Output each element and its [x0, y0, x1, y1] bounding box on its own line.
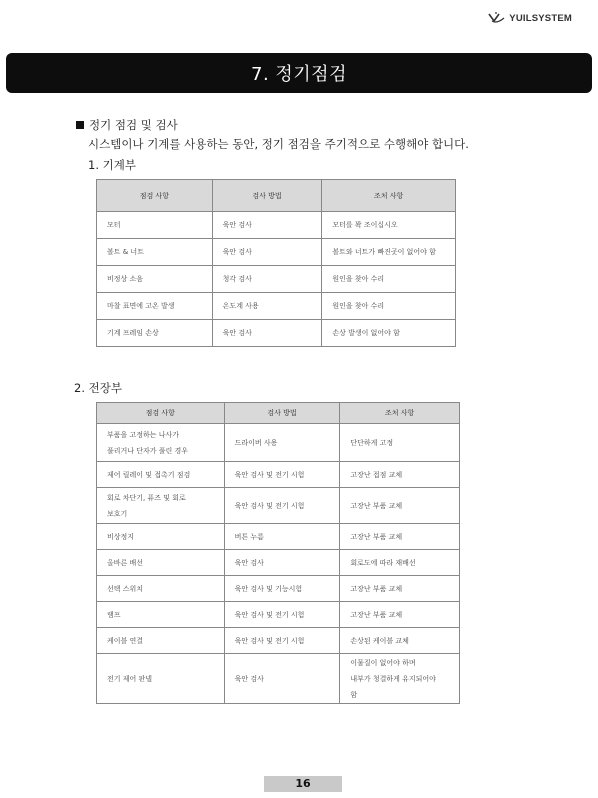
table-cell — [322, 212, 456, 239]
electrical-inspection-table — [96, 402, 460, 704]
table-cell — [224, 628, 340, 654]
table-cell — [224, 524, 340, 550]
chapter-title-bar — [6, 53, 592, 93]
cell-text: 내부가 청결하게 유지되어야 — [350, 674, 436, 683]
table-cell — [340, 488, 460, 524]
table-row — [97, 488, 460, 524]
cell-text: 육안 검사 — [234, 674, 264, 683]
table-cell — [340, 602, 460, 628]
mechanical-inspection-table — [96, 179, 456, 347]
chapter-title: 7. 정기점검 — [251, 64, 347, 85]
company-logo — [488, 12, 572, 24]
table-cell — [322, 320, 456, 347]
table-row — [97, 654, 460, 704]
table-cell — [97, 576, 225, 602]
table-row — [97, 576, 460, 602]
yuil-logo-icon — [488, 12, 506, 24]
cell-text: 기계 프레임 손상 — [107, 329, 159, 337]
cell-text: 드라이버 사용 — [234, 438, 278, 447]
cell-text: 육안 검사 및 전기 시험 — [234, 501, 305, 510]
table-cell — [212, 293, 322, 320]
table-cell — [97, 628, 225, 654]
cell-text: 버튼 누름 — [234, 532, 264, 541]
cell-text: 고장난 부품 교체 — [350, 610, 403, 619]
cell-text: 회로 차단기, 퓨즈 및 회로 — [107, 493, 186, 502]
table-row — [97, 293, 456, 320]
table-row — [97, 550, 460, 576]
cell-text: 보호기 — [107, 509, 128, 518]
cell-text: 육안 검사 및 기능시험 — [234, 584, 303, 593]
cell-text: 전기 제어 판넬 — [107, 674, 153, 683]
section-heading — [76, 117, 178, 133]
cell-text: 단단하게 고정 — [350, 438, 394, 447]
cell-text: 손상 발생이 없어야 함 — [332, 329, 400, 337]
table-row — [97, 628, 460, 654]
cell-text: 볼트와 너트가 빠진곳이 없어야 함 — [332, 248, 436, 256]
table-cell — [97, 524, 225, 550]
cell-text: 청각 검사 — [222, 275, 252, 283]
cell-text: 케이블 연결 — [107, 636, 144, 645]
table-cell — [97, 488, 225, 524]
table-row — [97, 239, 456, 266]
column-header: 조처 사항 — [340, 403, 460, 424]
table-cell — [340, 654, 460, 704]
table-cell — [224, 488, 340, 524]
table-cell — [224, 424, 340, 462]
table-row — [97, 266, 456, 293]
table-cell — [97, 212, 213, 239]
table-cell — [224, 602, 340, 628]
square-bullet-icon — [76, 121, 84, 129]
cell-text: 육안 검사 — [234, 558, 264, 567]
cell-text: 볼트 & 너트 — [107, 248, 144, 256]
cell-text: 육안 검사 — [222, 221, 252, 229]
table-cell — [340, 628, 460, 654]
cell-text: 육안 검사 및 전기 시험 — [234, 610, 305, 619]
table-cell — [224, 654, 340, 704]
table-header-row — [97, 180, 456, 212]
table-cell — [340, 550, 460, 576]
cell-text: 모터 — [107, 221, 121, 229]
cell-text: 원인을 찾아 수리 — [332, 275, 385, 283]
column-header: 검사 방법 — [212, 180, 322, 212]
cell-text: 고장난 부품 교체 — [350, 532, 403, 541]
cell-text: 고장난 부품 교체 — [350, 584, 403, 593]
cell-text: 비정상 소음 — [107, 275, 144, 283]
table-cell — [212, 266, 322, 293]
cell-text: 육안 검사 및 전기 시험 — [234, 470, 305, 479]
cell-text: 마찰 표면에 고온 발생 — [107, 302, 175, 310]
table-cell — [97, 239, 213, 266]
cell-text: 육안 검사 및 전기 시험 — [234, 636, 305, 645]
cell-text: 회로도에 따라 재배선 — [350, 558, 416, 567]
column-header: 검사 방법 — [224, 403, 340, 424]
table-cell — [224, 462, 340, 488]
table-cell — [212, 239, 322, 266]
cell-text: 고장난 부품 교체 — [350, 501, 403, 510]
table-cell — [97, 424, 225, 462]
table-row — [97, 212, 456, 239]
cell-text: 고장난 접점 교체 — [350, 470, 403, 479]
cell-text: 육안 검사 — [222, 248, 252, 256]
page-number: 16 — [264, 776, 342, 792]
cell-text: 손상된 케이블 교체 — [350, 636, 409, 645]
cell-text: 풀리거나 단자가 풀린 경우 — [107, 446, 189, 455]
cell-text: 부품을 고정하는 나사가 — [107, 430, 180, 439]
table-cell — [224, 576, 340, 602]
table-cell — [340, 462, 460, 488]
table-cell — [97, 550, 225, 576]
table-cell — [97, 462, 225, 488]
table-row — [97, 524, 460, 550]
table-cell — [97, 320, 213, 347]
table-cell — [340, 424, 460, 462]
electrical-heading: 2. 전장부 — [74, 381, 122, 395]
column-header: 조처 사항 — [322, 180, 456, 212]
table-cell — [340, 524, 460, 550]
table-row — [97, 462, 460, 488]
mechanical-heading: 1. 기계부 — [88, 158, 136, 172]
section-intro: 시스템이나 기계를 사용하는 동안, 정기 점검을 주기적으로 수행해야 합니다. — [88, 137, 469, 151]
table-cell — [97, 602, 225, 628]
cell-text: 온도계 사용 — [222, 302, 259, 310]
table-cell — [97, 293, 213, 320]
cell-text: 올바른 배선 — [107, 558, 144, 567]
table-cell — [322, 239, 456, 266]
cell-text: 함 — [350, 690, 358, 699]
cell-text: 원인을 찾아 수리 — [332, 302, 385, 310]
table-cell — [97, 654, 225, 704]
cell-text: 제어 릴레이 및 접촉기 점검 — [107, 470, 191, 479]
table-row — [97, 424, 460, 462]
table-cell — [322, 293, 456, 320]
table-row — [97, 602, 460, 628]
cell-text: 램프 — [107, 610, 121, 619]
table-cell — [322, 266, 456, 293]
column-header: 점검 사항 — [97, 180, 213, 212]
cell-text: 육안 검사 — [222, 329, 252, 337]
table-cell — [212, 212, 322, 239]
cell-text: 선택 스위치 — [107, 584, 144, 593]
column-header: 점검 사항 — [97, 403, 225, 424]
table-header-row — [97, 403, 460, 424]
cell-text: 모터를 꽉 조이십시오 — [332, 221, 398, 229]
section-heading-text: 정기 점검 및 검사 — [89, 118, 178, 132]
logo-text: YUILSYSTEM — [509, 12, 572, 24]
table-cell — [212, 320, 322, 347]
cell-text: 이물질이 없어야 하며 — [350, 658, 416, 667]
table-cell — [340, 576, 460, 602]
table-row — [97, 320, 456, 347]
table-cell — [224, 550, 340, 576]
table-cell — [97, 266, 213, 293]
cell-text: 비상정지 — [107, 532, 135, 541]
